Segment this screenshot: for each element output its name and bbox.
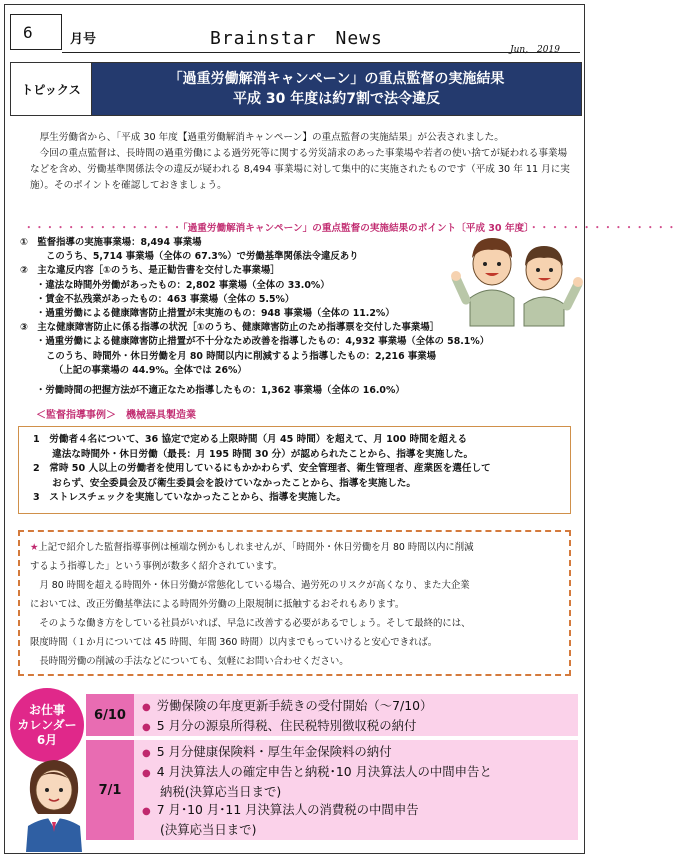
note-line: 上記で紹介した監督指導事例は極端な例かもしれませんが、「時間外・休日労働を月 80 時間以内に削減 — [38, 542, 474, 553]
topics-title-line2: 平成 30 年度は約7割で法令違反 — [233, 91, 440, 107]
issue-number: 6 — [10, 14, 62, 50]
calendar-badge-line: カレンダー — [17, 717, 77, 732]
newsletter-title: Brainstar News — [210, 28, 383, 49]
note-line: においては、改正労働基準法による時間外労働の上限規制に抵触するおそれもあります。 — [30, 599, 405, 610]
calendar-row — [86, 740, 578, 840]
issue-suffix: 月号 — [70, 32, 97, 47]
intro-paragraph: 今回の重点監督は、長時間の過重労働による過労死等に関する労災請求のあった事業場や若者の使い捨てが疑われる事業場などを含め、労働基準関係法令の違反が疑われる 8,494 事業場に対して集中的に実施されたものです（平成 30 年 11 月に実施）。そのポイントを確認しておきましょう。 — [30, 148, 570, 191]
bullet-icon: ● — [142, 702, 151, 713]
heading-dots-right: ・・・・・・・・・・・・・・ — [528, 223, 677, 234]
note-box — [18, 530, 571, 676]
bullet-icon: ● — [142, 748, 151, 759]
point-2-item: ・賃金不払残業があったもの：463 事業場（全体の 5.5%） — [36, 293, 295, 305]
topics-banner — [10, 62, 582, 116]
intro-paragraph: 厚生労働省から、「平成 30 年度【過重労働解消キャンペーン】の重点監督の実施結果」が公表されました。 — [39, 132, 504, 143]
intro-text — [30, 130, 570, 194]
cases-box — [18, 426, 571, 514]
bullet-icon: ● — [142, 768, 151, 779]
point-3-item: ・労働時間の把握方法が不適正なため指導したもの：1,362 事業場（全体の 16.0%） — [36, 385, 405, 397]
bullet-icon: ● — [142, 722, 151, 733]
calendar-row — [86, 694, 578, 736]
heading-dots-left: ・・・・・・・・・・・・・・・ — [24, 223, 183, 234]
example-heading: ＜監督指導事例＞ 機械器具製造業 — [36, 410, 196, 421]
point-2-item: ・違法な時間外労働があったもの：2,802 事業場（全体の 33.0%） — [36, 279, 330, 291]
points-heading-text: 「過重労働解消キャンペーン」の重点監督の実施結果のポイント〔平成 30 年度〕 — [182, 223, 529, 234]
calendar-item: 7 月･10 月･11 月決算法人の消費税の中間申告 — [156, 802, 419, 817]
case-line: 2 常時 50 人以上の労働者を使用しているにもかかわらず、安全管理者、衛生管理者、産業医を選任して — [33, 463, 491, 475]
point-2-item: ・過重労働による健康障害防止措置が未実施のもの：948 事業場（全体の 11.2%） — [36, 308, 395, 320]
note-line: 限度時間（１か月については 45 時間、年間 360 時間）以内までもっていけると安心できれば。 — [30, 637, 438, 648]
bullet-icon: ● — [142, 806, 151, 817]
point-1-detail: このうち、5,714 事業場（全体の 67.3%）で労働基準関係法令違反あり — [46, 251, 359, 263]
star-icon: ★ — [30, 542, 39, 553]
calendar-item: 納税(決算応当日まで) — [160, 784, 282, 799]
calendar-item: 5 月分の源泉所得税、住民税特別徴収税の納付 — [156, 718, 417, 733]
note-line: 月 80 時間を超える時間外・休日労働が常態化している場合、過労死のリスクが高くなり、また大企業 — [30, 580, 470, 591]
point-3-item: （上記の事業場の 44.9%。全体では 26%） — [54, 364, 247, 376]
issue-date: Jun, 2019 — [510, 45, 560, 55]
calendar-item: 5 月分健康保険料・厚生年金保険料の納付 — [156, 744, 392, 759]
note-line: するよう指導した」という事例が数多く紹介されています。 — [30, 561, 283, 572]
point-3-item: このうち、時間外・休日労働を月 80 時間以内に削減するよう指導したもの：2,216 事業場 — [46, 350, 436, 362]
calendar-date: 6/10 — [86, 694, 134, 736]
calendar-item: 労働保険の年度更新手続きの受付開始（～7/10） — [156, 698, 433, 713]
point-3-item: ・過重労働による健康障害防止措置が不十分なため改善を指導したもの：4,932 事業場（全体の 58.1%） — [36, 336, 490, 348]
note-line: そのような働き方をしている社員がいれば、早急に改善する必要があるでしょう。そして最終的には、 — [30, 618, 471, 629]
office-worker-illustration — [14, 748, 94, 852]
case-line: 3 ストレスチェックを実施していなかったことから、指導を実施した。 — [33, 492, 346, 504]
topics-title — [92, 63, 581, 115]
two-workers-illustration — [452, 226, 582, 326]
calendar-items — [134, 740, 578, 840]
point-2: ② 主な違反内容［①のうち、是正勧告書を交付した事業場］ — [20, 265, 280, 277]
topics-label: トピックス — [11, 63, 92, 115]
calendar-items — [134, 694, 578, 736]
header-divider — [62, 52, 580, 53]
note-line: 長時間労働の削減の手法などについても、気軽にお問い合わせください。 — [30, 656, 349, 667]
calendar-item: 4 月決算法人の確定申告と納税･10 月決算法人の中間申告と — [156, 764, 492, 779]
calendar-date: 7/1 — [86, 740, 134, 840]
case-line: 違法な時間外・休日労働（最長：月 195 時間 30 分）が認められたことから、指導を実施した。 — [33, 448, 474, 460]
calendar-badge-line: お仕事 — [28, 702, 65, 717]
case-line: おらず、安全委員会及び衛生委員会を設けていなかったことから、指導を実施した。 — [33, 477, 416, 489]
case-line: 1 労働者４名について、36 協定で定める上限時間（月 45 時間）を超えて、月 100 時間を超える — [33, 434, 468, 445]
point-3: ③ 主な健康障害防止に係る指導の状況［①のうち、健康障害防止のため指導票を交付した事業場］ — [20, 322, 440, 334]
calendar-badge-line: 6月 — [36, 732, 58, 747]
point-1: ① 監督指導の実施事業場：8,494 事業場 — [20, 237, 202, 248]
topics-title-line1: 「過重労働解消キャンペーン」の重点監督の実施結果 — [168, 71, 505, 87]
calendar-item: (決算応当日まで) — [160, 822, 257, 837]
